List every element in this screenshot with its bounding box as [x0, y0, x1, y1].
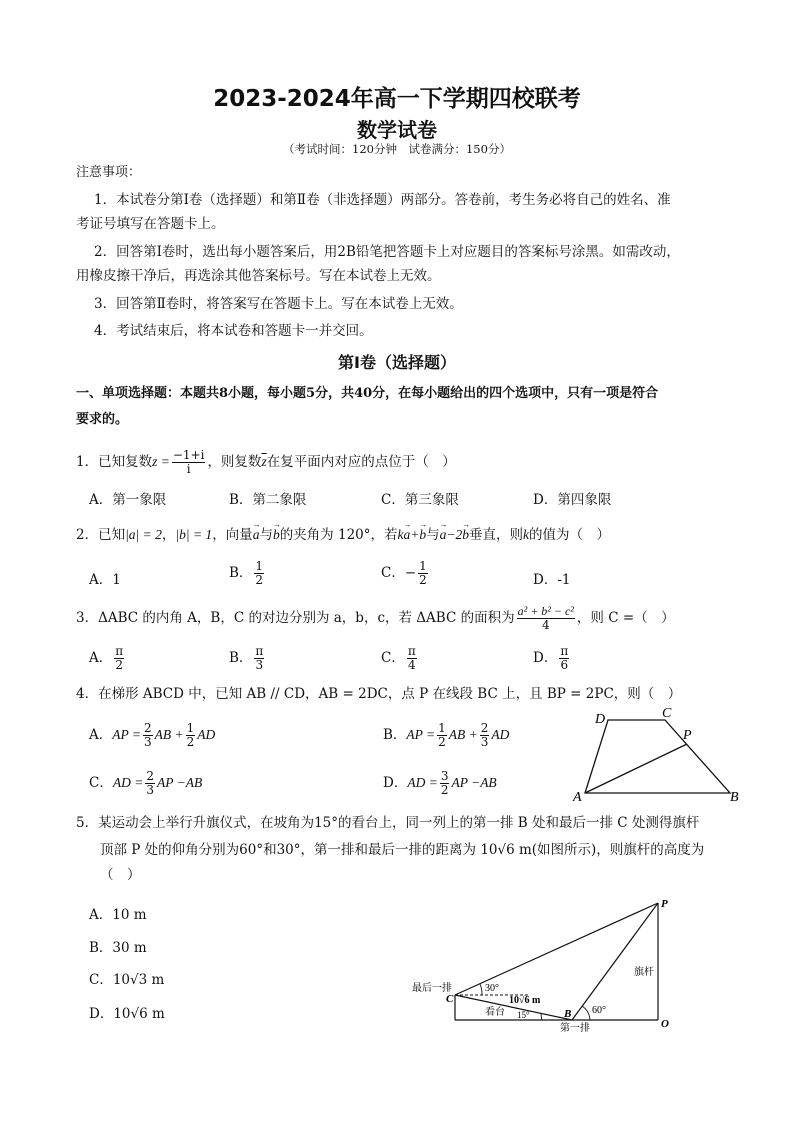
- q4-option-a: [89, 722, 215, 749]
- q3-den: 4: [541, 618, 550, 632]
- q4-option-b: [383, 722, 509, 749]
- q3-opta-num: π: [115, 644, 124, 658]
- q5-option-b: B．30 m: [89, 940, 147, 956]
- section-instruction-line2: 要求的。: [76, 412, 129, 427]
- q3-option-d: [533, 645, 571, 672]
- notice-item2-line2: 用橡皮擦干净后，再选涂其他答案标号。写在本试卷上无效。: [76, 268, 441, 284]
- q2-text5: 的值为（ ）: [529, 527, 610, 543]
- q4-opta-mid: AB +: [154, 727, 184, 742]
- q3-text1: 3．ΔABC 的内角 A，B，C 的对边分别为 a，b，c，若 ΔABC 的面积为: [76, 610, 515, 626]
- q4-optd-end: AB: [480, 775, 497, 790]
- label-a: A: [573, 790, 582, 805]
- label-angle30: 30°: [485, 983, 499, 994]
- q2-option-c: [381, 560, 430, 587]
- label-angle15: 15°: [517, 1010, 530, 1020]
- exam-info: （考试时间：120分钟 试卷满分：150分）: [283, 142, 511, 156]
- label-p: P: [683, 728, 692, 743]
- q1-option-b: B．第二象限: [229, 492, 307, 508]
- q3-stem: [76, 605, 675, 632]
- q4-optc-lhs: AD =: [112, 775, 144, 790]
- q4-optb-d1: 2: [438, 735, 446, 749]
- q2-optb-den: 2: [255, 573, 264, 587]
- q4-stem: 4．在梯形 ABCD 中，已知 AB // CD，AB = 2DC，点 P 在线段 BC 上，且 BP = 2PC，则（ ）: [76, 686, 682, 702]
- label-p-point: P: [661, 898, 668, 910]
- notice-item2-line1: 2．回答第Ⅰ卷时，选出每小题答案后，用2B铅笔把答题卡上对应题目的答案标号涂黑。如需改动，: [94, 244, 680, 260]
- q3-num: a² + b² − c²: [517, 604, 574, 618]
- q4-optb-n2: 2: [480, 721, 489, 735]
- q4-optc-end: AB: [185, 775, 203, 790]
- exam-title: 2023-2024年高一下学期四校联考: [213, 86, 581, 112]
- q2-text2: ，向量: [212, 527, 253, 543]
- q3-fraction: [517, 605, 575, 632]
- q3-optc-num: π: [407, 644, 416, 658]
- q4-optb-mid: AB +: [448, 727, 478, 742]
- q4-option-d-label: D．: [383, 775, 408, 791]
- notice-item1-line2: 考证号填写在答题卡上。: [76, 216, 225, 232]
- label-d: D: [595, 712, 606, 727]
- q1-den: i: [186, 462, 191, 476]
- q4-optb-n1: 1: [438, 721, 446, 735]
- label-c-point: C: [446, 993, 454, 1005]
- q1-prefix: 1．已知复数: [76, 454, 153, 470]
- sightline-b: [572, 903, 658, 1020]
- q4-opta-d1: 3: [143, 735, 152, 749]
- q4-opta-lhs: AP =: [112, 727, 141, 742]
- q2-option-b-label: B．: [229, 565, 253, 581]
- q5-flagpole-figure: [412, 895, 682, 1035]
- q4-optc-n1: 2: [146, 769, 154, 783]
- q2-text1: 2．已知: [76, 527, 126, 543]
- q3-text2: ，则 C =（ ）: [576, 610, 675, 626]
- q5-option-c: C．10√3 m: [89, 972, 165, 988]
- q5-line1: 5．某运动会上举行升旗仪式，在坡角为15°的看台上，同一列上的第一排 B 处和最后一排 C 处测得旗杆: [76, 815, 700, 831]
- q4-optb-lhs: AP =: [406, 727, 436, 742]
- q2-b-norm: |b| = 1: [175, 527, 213, 542]
- q3-option-c: [381, 645, 419, 672]
- q4-optc-d1: 3: [146, 783, 154, 797]
- q4-option-b-label: B．: [383, 727, 407, 743]
- q3-opta-den: 2: [115, 658, 124, 672]
- q4-opta-end: AD: [197, 727, 216, 742]
- q1-option-a: A．第一象限: [89, 492, 167, 508]
- q2-optb-num: 1: [255, 559, 264, 573]
- q1-conj: $\overline{z}$: [261, 454, 267, 469]
- q4-optb-end: AD: [491, 727, 510, 742]
- notice-item4: 4．考试结束后，将本试卷和答题卡一并交回。: [94, 323, 373, 339]
- label-distance: 10√6 m: [509, 995, 541, 1006]
- q2-text3: 的夹角为 120°，若: [279, 527, 398, 543]
- q2-option-d: D．-1: [533, 572, 571, 588]
- arc-60: [582, 1006, 590, 1020]
- q4-opta-n1: 2: [143, 721, 152, 735]
- q3-option-a-label: A．: [89, 650, 113, 666]
- q4-opta-n2: 1: [186, 721, 195, 735]
- q5-line2: 顶部 P 处的仰角分别为60°和30°，第一排和最后一排的距离为 10√6 m(如图所示)，则旗杆的高度为: [100, 842, 705, 858]
- q4-opta-d2: 2: [186, 735, 195, 749]
- label-stand: 看台: [485, 1007, 505, 1018]
- label-o-point: O: [661, 1018, 669, 1030]
- q4-trapezoid-figure: [570, 705, 750, 805]
- section-instruction-line1: 一、单项选择题：本题共8小题，每小题5分，共40分，在每小题给出的四个选项中，只有一项是符合: [76, 386, 659, 401]
- q1-var: z =: [152, 454, 170, 469]
- label-pole: 旗杆: [634, 967, 654, 978]
- q2-a-norm: |a| = 2: [125, 527, 162, 542]
- q3-optd-den: 6: [560, 658, 569, 672]
- label-c: C: [662, 706, 672, 721]
- q4-optc-mid: AP −: [156, 775, 186, 790]
- q4-optb-d2: 3: [480, 735, 489, 749]
- q3-option-d-label: D．: [533, 650, 558, 666]
- q4-option-c: [89, 770, 202, 797]
- q2-option-a: A．1: [89, 572, 121, 588]
- q4-option-d: [383, 770, 497, 797]
- q4-optd-d1: 2: [440, 783, 449, 797]
- q2-text4: 垂直，则: [469, 527, 523, 543]
- q5-option-d: D．10√6 m: [89, 1006, 165, 1022]
- q2-stem: 2．已知|a| = 2，|b| = 1，向量→ a与→ b的夹角为 120°，若k→ a+→ b与→ a−2→ b垂直，则k的值为（ ）: [76, 525, 610, 545]
- label-first-row: 第一排: [560, 1023, 590, 1034]
- sightline-c: [455, 903, 658, 995]
- arc-30: [480, 984, 482, 995]
- q1-stem: [76, 449, 456, 476]
- q3-optb-den: 3: [255, 658, 264, 672]
- q4-option-a-label: A．: [89, 727, 113, 743]
- label-b: B: [730, 790, 739, 805]
- q3-option-c-label: C．: [381, 650, 405, 666]
- q3-option-b-label: B．: [229, 650, 253, 666]
- q3-optd-num: π: [560, 644, 569, 658]
- q3-option-b: [229, 645, 266, 672]
- q4-optd-n1: 3: [440, 769, 449, 783]
- segment-ap: [585, 744, 687, 793]
- q3-option-a: [89, 645, 126, 672]
- q4-option-c-label: C．: [89, 775, 113, 791]
- q2-option-b: [229, 560, 266, 587]
- notice-item1-line1: 1．本试卷分第Ⅰ卷（选择题）和第Ⅱ卷（非选择题）两部分。答卷前，考生务必将自己的姓名、准: [94, 192, 671, 208]
- q1-option-c: C．第三象限: [381, 492, 459, 508]
- exam-subject: 数学试卷: [357, 118, 437, 142]
- q4-optd-mid: AP −: [451, 775, 481, 790]
- q5-option-a: A．10 m: [89, 907, 147, 923]
- q1-suffix: ，则复数: [207, 454, 262, 470]
- q2-optc-num: 1: [419, 559, 427, 573]
- q3-optc-den: 4: [407, 658, 416, 672]
- q4-optd-lhs: AD =: [407, 775, 438, 790]
- label-last-row: 最后一排: [412, 983, 452, 994]
- q1-suffix2: 在复平面内对应的点位于（ ）: [266, 454, 456, 470]
- q5-line3: （ ）: [100, 867, 141, 883]
- q2-optc-den: 2: [419, 573, 427, 587]
- section-title: 第Ⅰ卷（选择题）: [338, 353, 456, 372]
- notice-item3: 3．回答第Ⅱ卷时，将答案写在答题卡上。写在本试卷上无效。: [94, 296, 463, 312]
- label-b-point: B: [564, 1008, 572, 1020]
- notice-heading: 注意事项：: [76, 165, 142, 180]
- q1-num: −1+i: [172, 448, 205, 462]
- q2-option-c-label: C．−: [381, 565, 417, 581]
- q3-optb-num: π: [255, 644, 264, 658]
- q1-option-d: D．第四象限: [533, 492, 612, 508]
- label-angle60: 60°: [592, 1005, 606, 1016]
- q1-fraction: [172, 449, 206, 476]
